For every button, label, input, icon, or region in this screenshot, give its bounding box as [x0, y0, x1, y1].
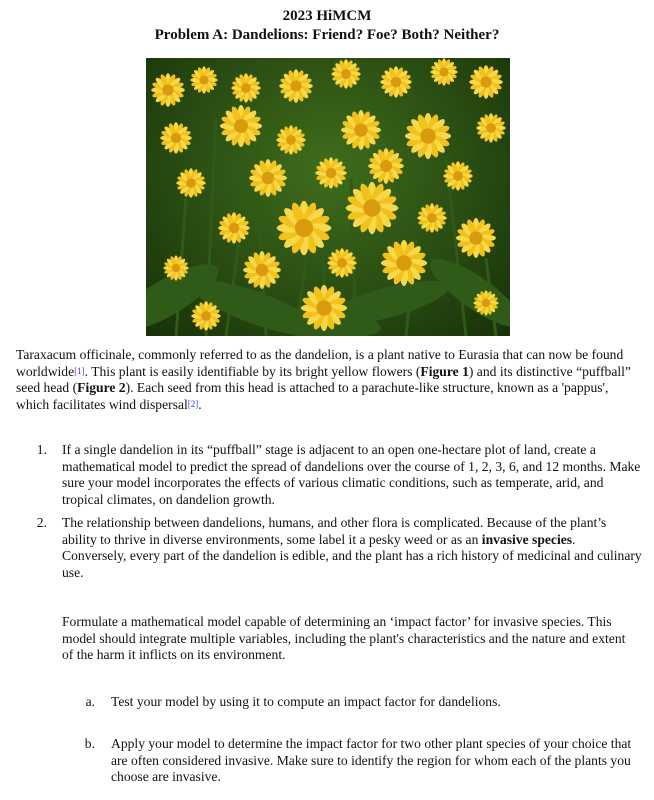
- dandelion-flower: [243, 251, 281, 289]
- intro-text-1: Taraxacum officinale, commonly referred to as the dandelion, is a plant native to Eurasia that can now be found worldwide: [16, 347, 624, 379]
- dandelion-flower: [417, 203, 446, 232]
- dandelion-flower: [380, 66, 412, 98]
- dandelion-flower: [276, 125, 305, 154]
- document-title: 2023 HiMCM: [282, 8, 372, 24]
- intro-text-4: ). Each seed from this head is attached to a parachute-like structure, known as a 'pappus', which facilitates wind dispersal: [16, 380, 609, 412]
- dandelion-flower: [315, 157, 347, 189]
- dandelion-flower: [231, 73, 260, 102]
- dandelion-flower: [327, 248, 356, 277]
- dandelion-flower: [151, 73, 185, 107]
- dandelion-flower: [469, 65, 503, 99]
- question-2-text: [62, 515, 642, 581]
- question-2-text-after: . Conversely, every part of the dandelion is edible, and the plant has a rich history of medicinal and culinary use.: [62, 531, 642, 580]
- invasive-species-term: invasive species: [481, 531, 573, 547]
- intro-text-2: . This plant is easily identifiable by its bright yellow flowers (: [84, 363, 421, 379]
- intro-text-5: .: [198, 396, 202, 412]
- subtask-a-text: Test your model by using it to compute an impact factor for dandelions.: [111, 694, 501, 709]
- intro-text-3: ) and its distinctive “puffball” seed head (: [16, 363, 631, 395]
- list-marker: 1.: [36, 442, 47, 457]
- dandelion-flower: [476, 113, 505, 142]
- dandelion-flower: [341, 110, 381, 150]
- question-2-text-before: The relationship between dandelions, humans, and other flora is complicated. Because of the plant’s ability to thrive in diverse environments, some label it a pesky weed or as an: [62, 515, 607, 547]
- dandelion-flower: [176, 168, 205, 197]
- dandelion-flower: [277, 201, 332, 256]
- dandelion-flower: [160, 122, 192, 154]
- dandelion-flower: [301, 285, 347, 331]
- list-marker: a.: [85, 694, 95, 709]
- question-1-text: If a single dandelion in its “puffball” stage is adjacent to an open one-hectare plot of land, create a mathematical model to predict the spread of dandelions over the course of 1, 2, 3, 6, and 12 months. Make sure your model incorporates the effects of various climatic conditions, such as temperate, arid, and tropical climates, on dandelion growth.: [62, 442, 641, 507]
- dandelion-flower: [430, 58, 457, 85]
- stem: [226, 228, 241, 336]
- dandelion-flower: [443, 161, 472, 190]
- problem-title: Problem A: Dandelions: Friend? Foe? Both? Neither?: [154, 27, 500, 43]
- dandelion-flower: [473, 290, 498, 315]
- intro-paragraph: [16, 347, 638, 413]
- reference-link-1[interactable]: [1]: [74, 365, 85, 376]
- dandelion-flower: [249, 159, 287, 197]
- list-marker: b.: [84, 736, 95, 751]
- figure-1-ref: Figure 1: [420, 363, 469, 379]
- dandelion-flower: [163, 255, 188, 280]
- dandelion-flower: [331, 59, 360, 88]
- dandelion-flower: [218, 212, 250, 244]
- dandelion-flower: [368, 148, 404, 184]
- dandelion-flower: [190, 66, 217, 93]
- dandelion-flower: [346, 182, 399, 235]
- list-marker: 2.: [36, 515, 47, 530]
- subtask-b-text: Apply your model to determine the impact factor for two other plant species of your choice that are often considered invasive. Make sure to identify the region for whom each of the plants you choose are invasive.: [111, 736, 632, 784]
- dandelion-flower: [456, 218, 496, 258]
- dandelion-flower: [405, 113, 451, 159]
- dandelion-field-image: [146, 58, 510, 336]
- dandelion-flower: [279, 69, 313, 103]
- formulate-paragraph: Formulate a mathematical model capable of determining an ‘impact factor’ for invasive species. This model should integrate multiple variables, including the plant's characteristics and the nature and extent of the harm it inflicts on its environment.: [62, 614, 626, 662]
- dandelion-flower: [381, 240, 427, 286]
- dandelion-photo: [146, 58, 510, 336]
- figure-2-ref: Figure 2: [77, 380, 126, 395]
- reference-link-2[interactable]: [2]: [187, 398, 199, 409]
- dandelion-flower: [191, 301, 220, 330]
- dandelion-flower: [220, 105, 262, 147]
